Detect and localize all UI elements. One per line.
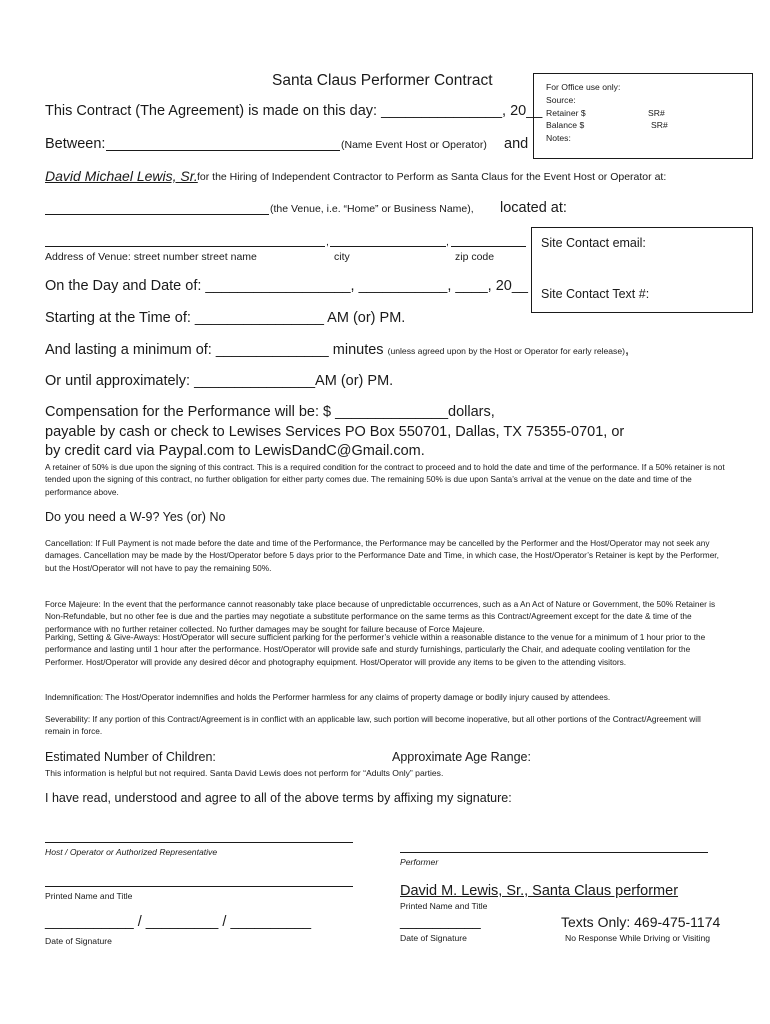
start-time-line: Starting at the Time of: ________________ AM (or) PM. — [45, 310, 406, 326]
located-at: located at: — [500, 200, 567, 216]
zip-label: zip code — [455, 251, 495, 263]
site-contact-email: Site Contact email: — [541, 236, 646, 250]
children-note: This information is helpful but not required. Santa David Lewis does not perform for “Adults Only” parties. — [45, 768, 444, 778]
performer-name: David Michael Lewis, Sr. — [45, 168, 198, 184]
severability-clause: Severability: If any portion of this Contract/Agreement is in conflict with an applicable law, such portion will become inoperative, but all other portions of the Contract/Agreement will remain in force. — [45, 714, 701, 737]
lasting-line: And lasting a minimum of: ______________ minutes (unless agreed upon by the Host or Operator for early release), — [45, 342, 630, 358]
office-notes: Notes: — [546, 133, 571, 143]
performer-printed-name: David M. Lewis, Sr., Santa Claus performer — [400, 883, 679, 899]
parking-clause: Parking, Setting & Give-Aways: Host/Operator will secure sufficient parking for the performer’s vehicle within a reasonable distance to the venue for a minimum of 1 hour prior to the performance and lasting until 1 hour after the performance. Host/Operator will provide safe and sturdy furnishings, particularly the Chair, and adequate cooling ventilation for the Performer. Host/Operator will provide any desired décor and photography equipment. Host/Operator will provide any items to be given to the attending visitors. — [45, 632, 706, 667]
until-line: Or until approximately: _______________AM (or) PM. — [45, 373, 394, 389]
site-contact-text: Site Contact Text #: — [541, 287, 650, 301]
texts-only-phone: Texts Only: 469-475-1174 — [561, 914, 721, 930]
between-note: (Name Event Host or Operator) — [341, 139, 487, 151]
compensation-line3: by credit card via Paypal.com to LewisDandC@Gmail.com. — [45, 443, 425, 459]
city-line[interactable] — [330, 246, 446, 247]
office-use-box — [533, 73, 753, 159]
office-retainer: Retainer $ — [546, 108, 586, 118]
performer-signature-label: Performer — [400, 857, 439, 867]
force-majeure-clause: Force Majeure: In the event that the performance cannot reasonably take place because of unpredictable occurrences, such as a An Act of Nature or Government, the 50% Retainer is Non-Refundable, but no other fee is due and the parties may negotiate a substitute performance on the same terms as this Contract/Agreement except for the date & time of the performance with no further retainer collected. No further damages may be sought for failure because of Force Majeure. — [45, 599, 716, 634]
host-date-slashes[interactable]: ___________ / _________ / __________ — [45, 914, 312, 930]
performer-date-line[interactable]: __________ — [400, 914, 481, 930]
host-date-label: Date of Signature — [45, 936, 112, 946]
agree-statement: I have read, understood and agree to all of the above terms by affixing my signature: — [45, 791, 512, 805]
host-printed-name-label: Printed Name and Title — [45, 891, 133, 901]
office-sr1: SR# — [648, 108, 665, 118]
age-range: Approximate Age Range: — [392, 750, 531, 764]
between-label: Between: — [45, 136, 106, 152]
cancellation-clause: Cancellation: If Full Payment is not made before the date and time of the Performance, the Performance may be cancelled by the Performer and the Host/Operator may not seek any damages. Cancellation may be made by the Host/Operator before 5 days prior to the Performance Date and Time, in which case, the Host/Operator’s Retainer is kept by the Performer, but the Host/Operator will not have to pay the remaining 50%. — [45, 538, 719, 573]
w9-question: Do you need a W-9? Yes (or) No — [45, 510, 226, 524]
contract-date-line: This Contract (The Agreement) is made on this day: _______________, 20__ — [45, 103, 543, 119]
city-label: city — [334, 251, 350, 263]
page-title: Santa Claus Performer Contract — [272, 72, 493, 89]
day-date-line: On the Day and Date of: __________________, ___________, ____, 20__ — [45, 278, 528, 294]
office-balance: Balance $ — [546, 120, 585, 130]
venue-note: (the Venue, i.e. “Home” or Business Name), — [270, 203, 474, 215]
office-heading: For Office use only: — [546, 82, 621, 92]
indemnification-clause: Indemnification: The Host/Operator indemnifies and holds the Performer harmless for any claims of property damage or bodily injury caused by attendees. — [45, 692, 611, 702]
performer-date-label: Date of Signature — [400, 933, 467, 943]
no-response-note: No Response While Driving or Visiting — [565, 933, 711, 943]
compensation-line2: payable by cash or check to Lewises Services PO Box 550701, Dallas, TX 75355-0701, or — [45, 424, 625, 440]
and-word: and — [504, 136, 529, 152]
zip-line[interactable] — [451, 246, 526, 247]
venue-name-line[interactable] — [45, 214, 269, 215]
host-signature-line[interactable] — [45, 842, 353, 843]
address-label: Address of Venue: street number street name — [45, 251, 257, 263]
performer-signature-line[interactable] — [400, 852, 708, 853]
host-printed-name-line[interactable] — [45, 886, 353, 887]
office-source: Source: — [546, 95, 576, 105]
estimated-children: Estimated Number of Children: — [45, 750, 216, 764]
retainer-paragraph: A retainer of 50% is due upon the signing of this contract. This is a required condition for the contract to proceed and to hold the date and time of the performance. If a 50% retainer is not tended upon the signing of this contract, no further obligation for either party comes due. The remaining 50% is due upon Santa’s arrival at the venue on the date and time of the performance above. — [45, 462, 725, 497]
compensation-line1: Compensation for the Performance will be: $ ______________dollars, — [45, 404, 495, 420]
site-contact-box[interactable] — [531, 227, 753, 313]
office-sr2: SR# — [651, 120, 668, 130]
performer-printed-name-label: Printed Name and Title — [400, 901, 488, 911]
performer-intro-text: for the Hiring of Independent Contractor to Perform as Santa Claus for the Event Host or Operator at: — [197, 171, 667, 183]
host-signature-label: Host / Operator or Authorized Representative — [45, 847, 218, 857]
street-line[interactable] — [45, 246, 325, 247]
host-name-line[interactable] — [106, 150, 340, 151]
